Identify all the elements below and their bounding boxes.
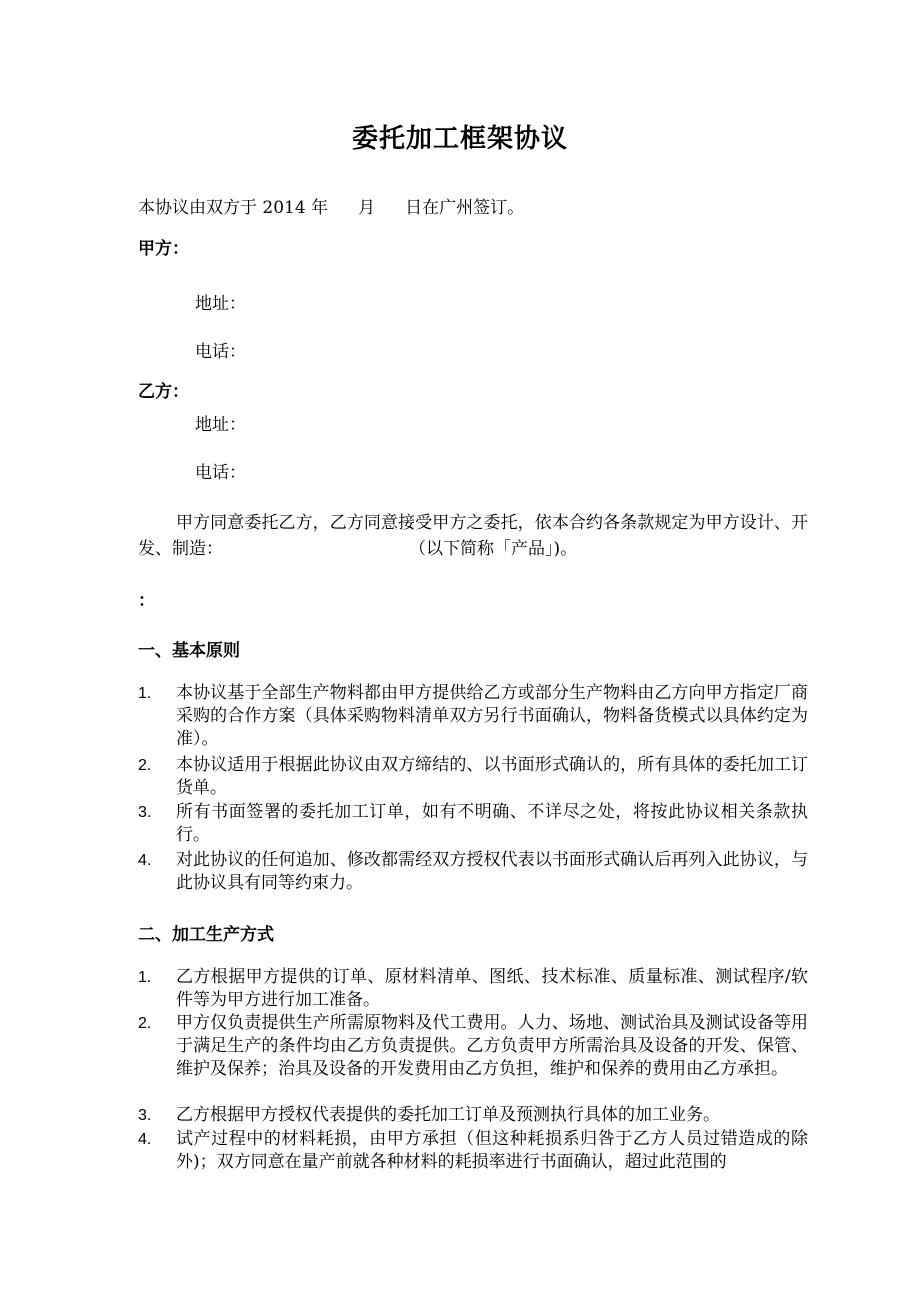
list-number: 2. <box>138 1015 152 1032</box>
list-text: 试产过程中的材料耗损，由甲方承担（但这种耗损系归咎于乙方人员过错造成的除外)；双方同意在量产前就各种材料的耗损率进行书面确认，超过此范围的 <box>176 1129 808 1172</box>
list-number: 1. <box>138 969 152 986</box>
list-number: 4. <box>138 1131 152 1148</box>
stray-colon: ： <box>138 591 155 611</box>
section2-heading: 二、加工生产方式 <box>138 925 274 945</box>
party-b-label: 乙方： <box>138 382 189 402</box>
party-b-address-label: 地址： <box>195 415 246 435</box>
list-number: 3. <box>138 1107 152 1124</box>
preamble <box>138 196 524 220</box>
list-item <box>138 801 808 847</box>
preamble-prefix: 本协议由双方于 2014 年 <box>138 198 329 218</box>
list-item <box>138 849 808 895</box>
list-item <box>138 966 808 1012</box>
party-a-phone-label: 电话： <box>195 342 246 362</box>
section1-heading: 一、基本原则 <box>138 641 240 661</box>
list-item <box>138 682 808 751</box>
party-b-phone-label: 电话： <box>195 463 246 483</box>
intro-part2: （以下简称「产品」)。 <box>409 539 578 559</box>
list-text: 甲方仅负责提供生产所需原物料及代工费用。人力、场地、测试治具及测试设备等用于满足生产的条件均由乙方负责提供。乙方负责甲方所需治具及设备的开发、保管、维护及保养；治具及设备的开发费用由乙方负担，维护和保养的费用由乙方承担。 <box>176 1013 808 1079</box>
list-text: 本协议适用于根据此协议由双方缔结的、以书面形式确认的，所有具体的委托加工订货单。 <box>176 755 808 798</box>
list-number: 4. <box>138 852 152 869</box>
party-a-label: 甲方： <box>138 239 189 259</box>
list-item <box>138 1104 808 1127</box>
list-number: 3. <box>138 804 152 821</box>
list-text: 所有书面签署的委托加工订单，如有不明确、不详尽之处，将按此协议相关条款执行。 <box>176 802 808 845</box>
intro-paragraph <box>138 510 808 562</box>
intro-part1: 甲方同意委托乙方，乙方同意接受甲方之委托，依本合约各条款规定为甲方设计、开发、制造： <box>138 513 808 559</box>
list-text: 对此协议的任何追加、修改都需经双方授权代表以书面形式确认后再列入此协议，与此协议具有同等约束力。 <box>176 850 808 893</box>
list-text: 乙方根据甲方授权代表提供的委托加工订单及预测执行具体的加工业务。 <box>176 1105 720 1125</box>
document-title: 委托加工框架协议 <box>351 124 568 154</box>
list-item <box>138 1128 808 1174</box>
preamble-month: 月 <box>358 198 376 218</box>
list-text: 乙方根据甲方提供的订单、原材料清单、图纸、技术标准、质量标准、测试程序/软件等为甲方进行加工准备。 <box>176 967 808 1010</box>
list-number: 1. <box>138 685 152 702</box>
list-item <box>138 754 808 800</box>
list-item <box>138 1012 808 1081</box>
preamble-suffix: 日在广州签订。 <box>405 198 525 218</box>
list-text: 本协议基于全部生产物料都由甲方提供给乙方或部分生产物料由乙方向甲方指定厂商采购的合作方案（具体采购物料清单双方另行书面确认，物料备货模式以具体约定为准）。 <box>176 683 808 749</box>
party-a-address-label: 地址： <box>195 294 246 314</box>
list-number: 2. <box>138 757 152 774</box>
